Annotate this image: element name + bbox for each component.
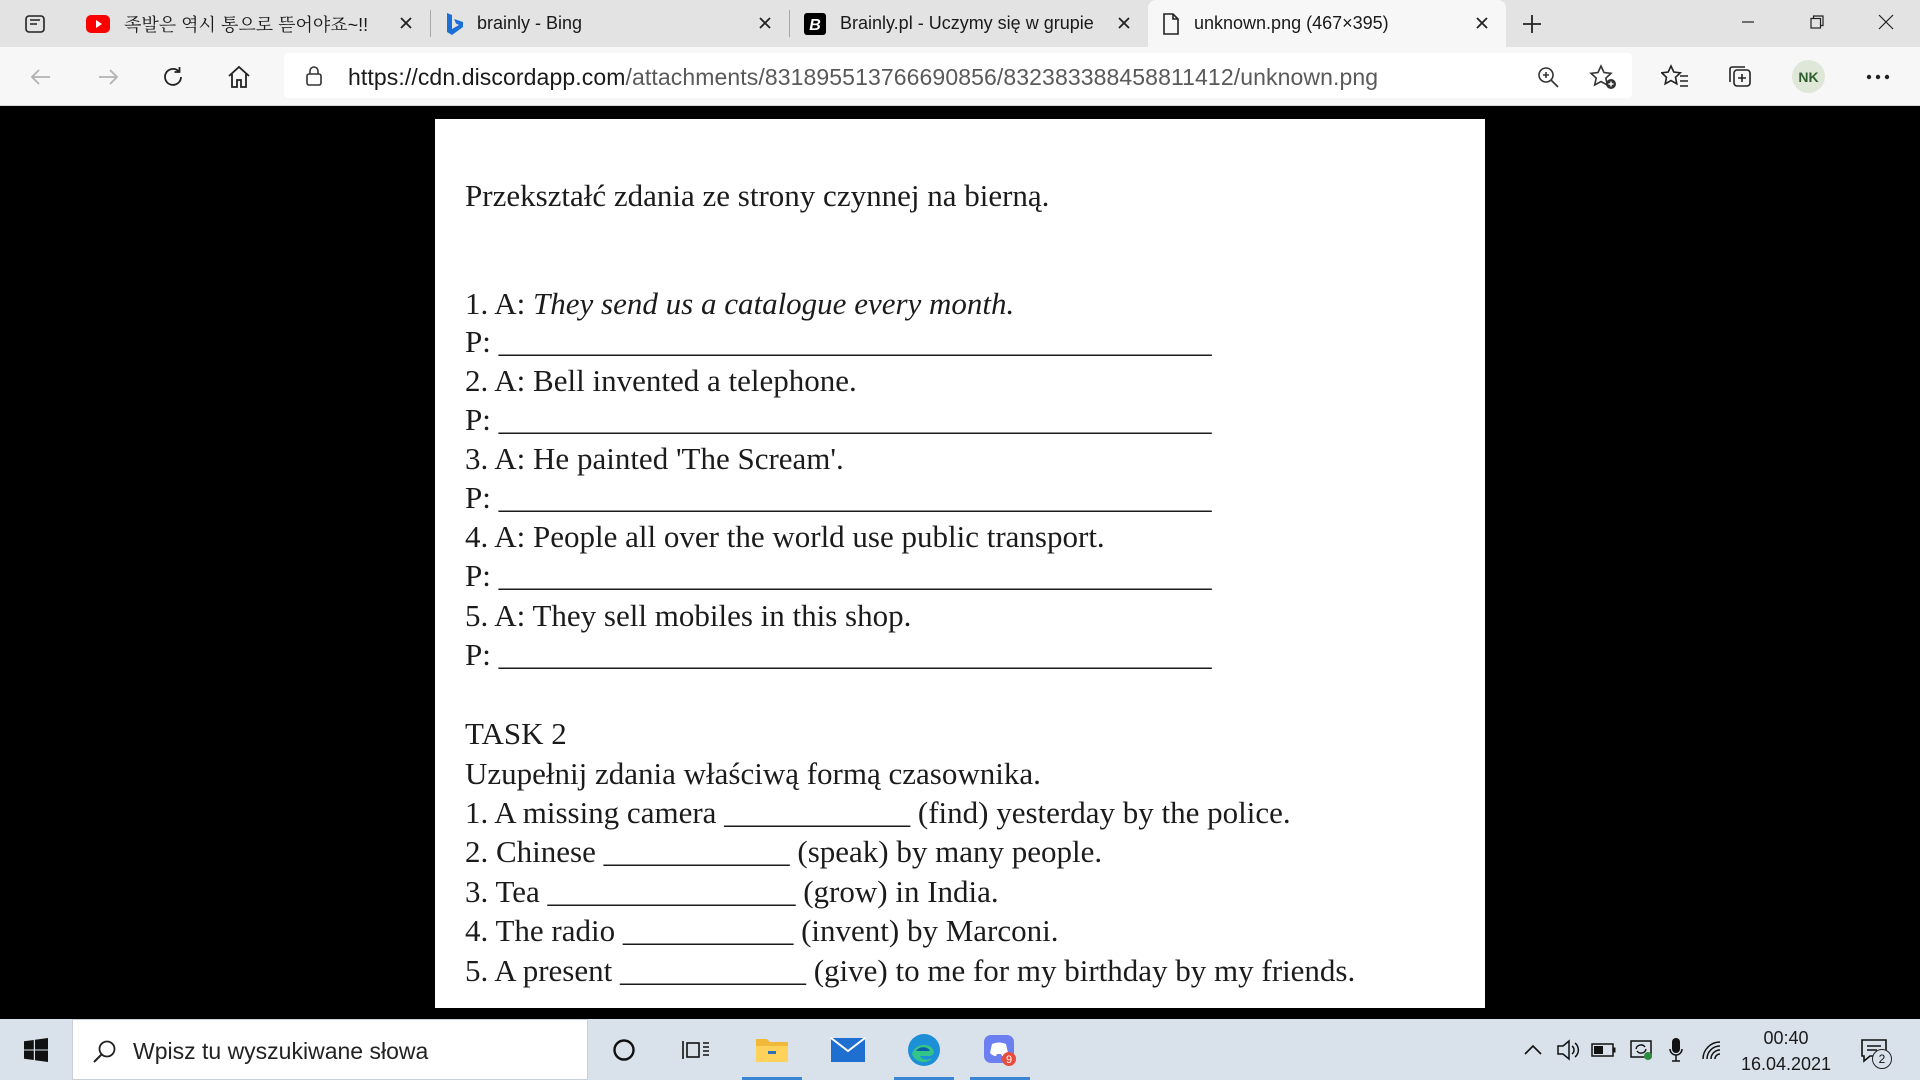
restore-icon	[1810, 15, 1824, 29]
wifi-icon	[1700, 1039, 1724, 1061]
add-favorite-icon[interactable]	[1588, 63, 1618, 91]
close-window-button[interactable]	[1851, 0, 1920, 44]
home-icon	[226, 64, 252, 90]
folder-icon	[755, 1035, 789, 1065]
microphone-button[interactable]	[1661, 1035, 1691, 1065]
favorites-button[interactable]	[1657, 59, 1693, 95]
plus-icon	[1521, 13, 1543, 35]
item-number: 3. A:	[465, 441, 534, 476]
windows-logo-icon	[24, 1038, 48, 1062]
document-icon	[1162, 13, 1180, 35]
home-button[interactable]	[221, 59, 257, 95]
item-number: 2. A:	[465, 363, 534, 398]
close-icon[interactable]	[1114, 13, 1134, 33]
youtube-icon	[86, 15, 110, 33]
task1-item-5	[465, 598, 911, 634]
active-sentence: They send us a catalogue every month.	[533, 286, 1015, 321]
action-center-button[interactable]	[1854, 1033, 1894, 1069]
collections-button[interactable]	[1722, 59, 1758, 95]
answer-blank: ______________________________________________	[498, 402, 1212, 437]
tab-bing[interactable]	[431, 0, 789, 47]
address-bar[interactable]	[284, 53, 1632, 98]
windows-taskbar	[0, 1019, 1920, 1080]
file-explorer-button[interactable]	[736, 1019, 808, 1080]
answer-blank: ______________________________________________	[498, 637, 1212, 672]
answer-blank: ______________________________________________	[498, 480, 1212, 515]
back-button[interactable]	[23, 59, 59, 95]
image-viewer	[0, 106, 1920, 1019]
task-view-button[interactable]	[660, 1019, 732, 1080]
task1-item-1	[465, 286, 1014, 322]
task2-item-4: 4. The radio ___________ (invent) by Marconi.	[465, 913, 1059, 948]
discord-icon	[982, 1033, 1018, 1067]
passive-prefix: P:	[465, 637, 499, 672]
url-host: https://cdn.discordapp.com	[348, 64, 626, 90]
tab-title: Brainly.pl - Uczymy się w grupie	[840, 13, 1094, 33]
chevron-up-icon	[1523, 1044, 1543, 1056]
collections-icon	[1727, 64, 1753, 90]
clock-time: 00:40	[1763, 1028, 1809, 1048]
passive-prefix: P:	[465, 558, 499, 593]
task2-item-2: 2. Chinese ____________ (speak) by many people.	[465, 834, 1103, 869]
restore-button[interactable]	[1782, 0, 1852, 44]
task1-answer-4	[465, 558, 1212, 594]
passive-prefix: P:	[465, 324, 499, 359]
mail-button[interactable]	[812, 1019, 884, 1080]
speaker-icon	[1556, 1039, 1580, 1061]
task-view-icon	[682, 1037, 710, 1063]
edge-icon	[906, 1032, 942, 1068]
task1-item-4	[465, 519, 1105, 555]
task1-answer-3	[465, 480, 1212, 516]
item-number: 1. A:	[465, 286, 534, 321]
lock-icon[interactable]	[304, 65, 324, 87]
app-badge: 9	[1005, 1053, 1013, 1066]
task2-item-1: 1. A missing camera ____________ (find) yesterday by the police.	[465, 795, 1291, 830]
passive-prefix: P:	[465, 402, 499, 437]
profile-avatar[interactable]: NK	[1792, 60, 1825, 93]
tab-title: 족발은 역시 통으로 뜯어야죠~!!	[124, 14, 369, 35]
task1-item-2	[465, 363, 857, 399]
close-icon	[1878, 14, 1894, 30]
refresh-icon	[160, 64, 186, 90]
network-button[interactable]	[1697, 1035, 1727, 1065]
answer-blank: ______________________________________________	[498, 558, 1212, 593]
microphone-icon	[1668, 1037, 1684, 1063]
tab-actions-icon	[24, 13, 46, 35]
active-sentence: People all over the world use public transport.	[533, 519, 1105, 554]
bing-icon	[445, 12, 463, 36]
task1-item-3	[465, 441, 844, 477]
show-hidden-icons-button[interactable]	[1518, 1035, 1548, 1065]
task2-item-3: 3. Tea ________________ (grow) in India.	[465, 874, 999, 909]
tab-brainly[interactable]	[790, 0, 1148, 47]
item-number: 4. A:	[465, 519, 534, 554]
favorites-icon	[1661, 64, 1689, 90]
volume-button[interactable]	[1553, 1035, 1583, 1065]
taskbar-search[interactable]	[72, 1019, 588, 1080]
settings-menu-button[interactable]	[1860, 59, 1896, 95]
task2-item-5: 5. A present ____________ (give) to me for my birthday by my friends.	[465, 953, 1356, 988]
tab-actions-button[interactable]	[17, 9, 53, 39]
minimize-icon	[1741, 15, 1755, 29]
answer-blank: ______________________________________________	[498, 324, 1212, 359]
item-number: 5. A:	[465, 598, 533, 633]
cortana-icon	[611, 1037, 637, 1063]
sync-icon	[1629, 1039, 1653, 1061]
cortana-button[interactable]	[588, 1019, 660, 1080]
edge-button[interactable]	[888, 1019, 960, 1080]
zoom-icon[interactable]	[1534, 63, 1562, 91]
browser-toolbar	[0, 47, 1920, 106]
active-sentence: He painted 'The Scream'.	[533, 441, 844, 476]
forward-arrow-icon	[96, 65, 120, 89]
brainly-icon	[804, 13, 826, 35]
start-button[interactable]	[0, 1019, 72, 1080]
clock-date: 16.04.2021	[1740, 1054, 1832, 1074]
close-icon[interactable]	[755, 13, 775, 33]
close-icon[interactable]	[1472, 13, 1492, 33]
minimize-button[interactable]	[1713, 0, 1783, 44]
battery-icon	[1591, 1042, 1617, 1058]
passive-prefix: P:	[465, 480, 499, 515]
task2-heading: TASK 2	[465, 716, 567, 751]
instruction-text: Przekształć zdania ze strony czynnej na bierną.	[465, 178, 1050, 213]
sync-status-button[interactable]	[1626, 1035, 1656, 1065]
refresh-button[interactable]	[155, 59, 191, 95]
discord-button[interactable]	[964, 1019, 1036, 1080]
mail-icon	[830, 1037, 866, 1063]
close-icon[interactable]	[396, 13, 416, 33]
svg-text:B: B	[809, 16, 821, 34]
url-path: /attachments/831895513766690856/832383388458811412/unknown.png	[625, 64, 1379, 90]
tab-title: brainly - Bing	[477, 13, 583, 33]
more-icon	[1866, 74, 1890, 80]
tab-strip	[0, 0, 1920, 47]
tab-unknown-png[interactable]	[1148, 0, 1506, 47]
displayed-image[interactable]	[435, 119, 1485, 1008]
task1-answer-1	[465, 324, 1212, 360]
search-placeholder: Wpisz tu wyszukiwane słowa	[133, 1038, 429, 1064]
tab-title: unknown.png (467×395)	[1194, 13, 1389, 33]
forward-button[interactable]	[90, 59, 126, 95]
notification-count: 2	[1872, 1049, 1892, 1069]
active-sentence: Bell invented a telephone.	[533, 363, 857, 398]
tab-youtube[interactable]	[72, 0, 430, 47]
url-text[interactable]	[348, 64, 1378, 91]
clock[interactable]	[1730, 1025, 1842, 1077]
new-tab-button[interactable]	[1516, 8, 1548, 40]
back-arrow-icon	[29, 65, 53, 89]
search-icon	[91, 1037, 119, 1065]
battery-button[interactable]	[1589, 1035, 1619, 1065]
active-sentence: They sell mobiles in this shop.	[532, 598, 912, 633]
task1-answer-5	[465, 637, 1212, 673]
task2-instruction: Uzupełnij zdania właściwą formą czasownika.	[465, 756, 1041, 791]
task1-answer-2	[465, 402, 1212, 438]
